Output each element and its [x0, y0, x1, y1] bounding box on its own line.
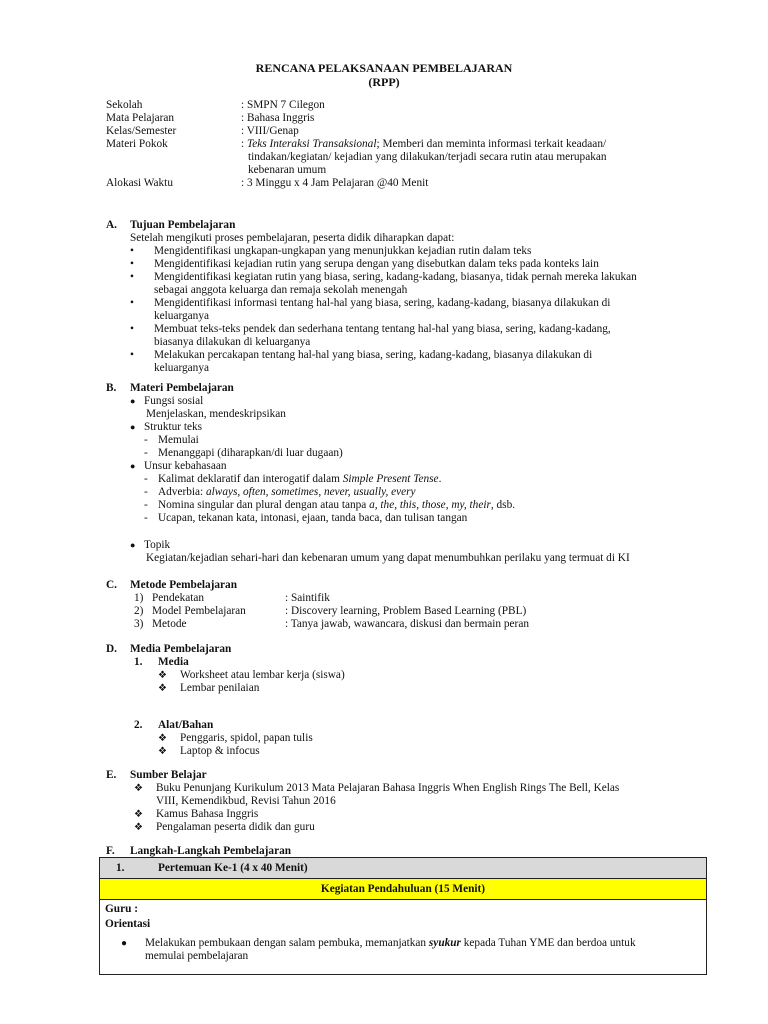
dash-icon: - — [144, 434, 148, 446]
bullet-icon: • — [130, 349, 134, 361]
diamond-icon: ❖ — [158, 733, 167, 744]
section-d — [106, 643, 706, 758]
bullet-icon: • — [130, 245, 134, 257]
list-item-line: Mengidentifikasi informasi tentang hal-hal yang biasa, sering, kadang-kadang, biasanya dilakukan di — [154, 297, 611, 309]
list-item — [130, 395, 726, 408]
opening-row: Kegiatan Pendahuluan (15 Menit) — [100, 879, 706, 900]
section-c-letter: C. — [106, 579, 117, 591]
list-item-text — [158, 486, 726, 499]
text-run: kepada Tuhan YME dan berdoa untuk — [460, 937, 636, 949]
section-c-heading — [106, 579, 706, 592]
item-number: 3) — [134, 618, 144, 630]
list-item-text: Topik — [144, 539, 171, 551]
spacer — [130, 525, 726, 539]
list-item — [130, 499, 726, 512]
list-item-line: memulai pembelajaran — [145, 950, 249, 962]
section-b-letter: B. — [106, 382, 117, 394]
list-item-text: Menanggapi (diharapkan/di luar dugaan) — [158, 447, 343, 459]
section-a-intro: Setelah mengikuti proses pembelajaran, peserta didik diharapkan dapat: — [130, 232, 455, 244]
list-item — [134, 592, 706, 605]
document-subtitle: (RPP) — [368, 75, 400, 89]
list-item-text: Unsur kebahasaan — [144, 460, 227, 472]
list-item-line: VIII, Kemendikbud, Revisi Tahun 2016 — [156, 795, 336, 807]
text-run-italic: Simple Present Tense — [342, 473, 439, 485]
dot-icon: ● — [130, 422, 136, 432]
steps-table — [99, 857, 707, 975]
bullet-icon: • — [130, 258, 134, 270]
section-f-letter: F. — [106, 845, 115, 857]
dash-icon: - — [144, 473, 148, 485]
identity-row-topic — [106, 138, 666, 177]
list-item — [134, 745, 706, 758]
text-run-bold-italic: syukur — [428, 937, 461, 949]
list-item — [134, 618, 706, 631]
identity-block — [106, 99, 666, 190]
list-item-text: Pengalaman peserta didik dan guru — [156, 821, 315, 833]
section-a-heading — [106, 219, 706, 232]
topic-value — [241, 138, 666, 177]
list-item — [130, 297, 706, 323]
list-item-text: Ucapan, tekanan kata, intonasi, ejaan, tanda baca, dan tulisan tangan — [158, 512, 468, 524]
section-e — [106, 769, 726, 834]
dot-icon: ● — [121, 938, 128, 949]
section-e-letter: E. — [106, 769, 117, 781]
meeting-title: Pertemuan Ke-1 (4 x 40 Menit) — [158, 862, 308, 874]
list-item-line: sebagai anggota keluarga dan remaja sekolah menengah — [154, 284, 408, 296]
item-label: Metode — [152, 618, 187, 630]
text-run-italic: always, often, sometimes, never, usually, every — [206, 486, 416, 498]
topik-desc: Kegiatan/kejadian sehari-hari dan kebenaran umum yang dapat menumbuhkan perilaku yang termuat di KI — [146, 552, 630, 564]
section-c — [106, 579, 706, 631]
bullet-icon: • — [130, 323, 134, 335]
dot-icon: ● — [130, 396, 136, 406]
list-item — [130, 245, 706, 258]
list-item-text — [154, 297, 706, 323]
diamond-icon: ❖ — [134, 822, 143, 833]
identity-row-subject — [106, 112, 666, 125]
topic-line2: tindakan/kegiatan/ kejadian yang dilakukan/terjadi secara rutin atau merupakan — [248, 151, 607, 163]
list-item-text — [145, 937, 701, 963]
list-item — [130, 258, 706, 271]
list-item-text: Mengidentifikasi kejadian rutin yang serupa dengan yang disebutkan dalam teks pada konteks lain — [154, 258, 599, 270]
section-b — [106, 382, 726, 565]
meeting-row — [100, 858, 706, 879]
list-item-text: Worksheet atau lembar kerja (siswa) — [180, 669, 345, 681]
list-item-line: biasanya dilakukan di keluarganya — [154, 336, 311, 348]
diamond-icon: ❖ — [158, 683, 167, 694]
bullet-icon: • — [130, 271, 134, 283]
subject-label: Mata Pelajaran — [106, 112, 175, 124]
section-b-heading — [106, 382, 726, 395]
section-a-title: Tujuan Pembelajaran — [130, 219, 236, 231]
alat-title: Alat/Bahan — [158, 719, 214, 731]
class-value: : VIII/Genap — [241, 125, 299, 137]
section-e-heading — [106, 769, 726, 782]
text-run: Melakukan pembukaan dengan salam pembuka, memanjatkan — [145, 937, 429, 949]
diamond-icon: ❖ — [158, 670, 167, 681]
section-a-letter: A. — [106, 219, 117, 231]
identity-row-class — [106, 125, 666, 138]
item-value: : Saintifik — [285, 592, 330, 604]
diamond-icon: ❖ — [134, 783, 143, 794]
list-item-text: Mengidentifikasi ungkapan-ungkapan yang menunjukkan kejadian rutin dalam teks — [154, 245, 532, 257]
list-item-line: Melakukan percakapan tentang hal-hal yang biasa, sering, kadang-kadang, biasanya dilakukan di — [154, 349, 593, 361]
guru-label: Guru : — [105, 903, 138, 915]
list-item — [130, 323, 706, 349]
section-b-body — [106, 395, 726, 565]
school-label: Sekolah — [106, 99, 143, 111]
list-item — [130, 434, 726, 447]
alat-number: 2. — [134, 719, 143, 731]
dash-icon: - — [144, 447, 148, 459]
list-item — [134, 669, 706, 682]
list-item — [130, 349, 706, 375]
section-d-letter: D. — [106, 643, 117, 655]
class-label: Kelas/Semester — [106, 125, 177, 137]
item-value: : Discovery learning, Problem Based Learning (PBL) — [285, 605, 527, 617]
item-label: Pendekatan — [152, 592, 205, 604]
text-run: Adverbia: — [158, 486, 206, 498]
section-a — [106, 219, 706, 375]
topic-italic: Teks Interaksi Transaksional — [246, 138, 377, 150]
time-value: : 3 Minggu x 4 Jam Pelajaran @40 Menit — [241, 177, 429, 189]
list-item — [134, 782, 726, 808]
text-run: Nomina singular dan plural dengan atau tanpa — [158, 499, 370, 511]
list-item-line: keluarganya — [154, 362, 209, 374]
text-run: . — [438, 473, 442, 485]
topic-line1: ; Memberi dan meminta informasi terkait keadaan/ — [376, 138, 607, 150]
section-f-title: Langkah-Langkah Pembelajaran — [130, 845, 292, 857]
list-item-text — [154, 271, 706, 297]
alat-heading — [134, 719, 706, 732]
item-number: 1) — [134, 592, 144, 604]
list-item-text: Penggaris, spidol, papan tulis — [180, 732, 313, 744]
media-title: Media — [158, 656, 189, 668]
list-item — [134, 732, 706, 745]
list-item — [134, 821, 726, 834]
section-e-list — [106, 782, 726, 834]
dash-icon: - — [144, 499, 148, 511]
list-item-line: Mengidentifikasi kegiatan rutin yang biasa, sering, kadang-kadang, biasanya, tidak pernah mereka lakukan — [154, 271, 637, 283]
meeting-number: 1. — [116, 862, 125, 874]
list-item — [130, 539, 726, 552]
topic-line3: kebenaran umum — [248, 164, 327, 176]
document-title: RENCANA PELAKSANAAN PEMBELAJARAN — [255, 61, 513, 75]
list-item-text — [154, 323, 706, 349]
section-b-title: Materi Pembelajaran — [130, 382, 234, 394]
orientasi-label: Orientasi — [105, 918, 151, 930]
topic-label: Materi Pokok — [106, 138, 168, 150]
diamond-icon: ❖ — [158, 746, 167, 757]
list-item-text: Laptop & infocus — [180, 745, 260, 757]
list-item — [130, 460, 726, 473]
list-item — [134, 808, 726, 821]
list-item-text: Memulai — [158, 434, 199, 446]
text-run: Kalimat deklaratif dan interogatif dalam — [158, 473, 343, 485]
time-label: Alokasi Waktu — [106, 177, 173, 189]
list-item-text — [158, 473, 726, 486]
school-value: : SMPN 7 Cilegon — [241, 99, 325, 111]
list-item-text — [154, 349, 706, 375]
topic-colon: : — [241, 138, 247, 150]
section-a-list — [106, 245, 706, 375]
identity-row-time — [106, 177, 666, 190]
section-e-title: Sumber Belajar — [130, 769, 207, 781]
section-c-title: Metode Pembelajaran — [130, 579, 237, 591]
list-item — [130, 271, 706, 297]
section-d-title: Media Pembelajaran — [130, 643, 232, 655]
list-item-line: Buku Penunjang Kurikulum 2013 Mata Pelajaran Bahasa Inggris When English Rings The Bell, Kelas — [156, 782, 620, 794]
media-heading — [134, 656, 706, 669]
dash-icon: - — [144, 486, 148, 498]
list-item — [130, 447, 726, 460]
fungsi-desc: Menjelaskan, mendeskripsikan — [146, 408, 286, 420]
diamond-icon: ❖ — [134, 809, 143, 820]
media-number: 1. — [134, 656, 143, 668]
list-item-text: Lembar penilaian — [180, 682, 260, 694]
list-item-line: Membuat teks-teks pendek dan sederhana tentang tentang hal-hal yang biasa, sering, kadang-kadang, — [154, 323, 611, 335]
text-run: , dsb. — [490, 499, 516, 511]
list-item-text — [156, 782, 726, 808]
item-label: Model Pembelajaran — [152, 605, 246, 617]
list-item — [130, 421, 726, 434]
text-run-italic: a, the, this, those, my, their — [369, 499, 491, 511]
opening-body — [100, 900, 706, 974]
dot-icon: ● — [130, 540, 136, 550]
list-item — [130, 486, 726, 499]
section-d-body — [106, 656, 706, 758]
list-item — [105, 937, 701, 963]
list-item-line: keluarganya — [154, 310, 209, 322]
list-item-text: Struktur teks — [144, 421, 203, 433]
subject-value: : Bahasa Inggris — [241, 112, 315, 124]
list-item — [130, 473, 726, 486]
dot-icon: ● — [130, 461, 136, 471]
list-item-text: Kamus Bahasa Inggris — [156, 808, 259, 820]
section-d-heading — [106, 643, 706, 656]
list-item — [134, 682, 706, 695]
list-item — [130, 512, 726, 525]
section-c-list — [106, 592, 706, 631]
item-value: : Tanya jawab, wawancara, diskusi dan bermain peran — [285, 618, 529, 630]
list-item-text: Fungsi sosial — [144, 395, 204, 407]
list-item — [134, 605, 706, 618]
identity-row-school — [106, 99, 666, 112]
spacer — [134, 695, 706, 719]
bullet-icon: • — [130, 297, 134, 309]
list-item-text — [158, 499, 726, 512]
dash-icon: - — [144, 512, 148, 524]
item-number: 2) — [134, 605, 144, 617]
